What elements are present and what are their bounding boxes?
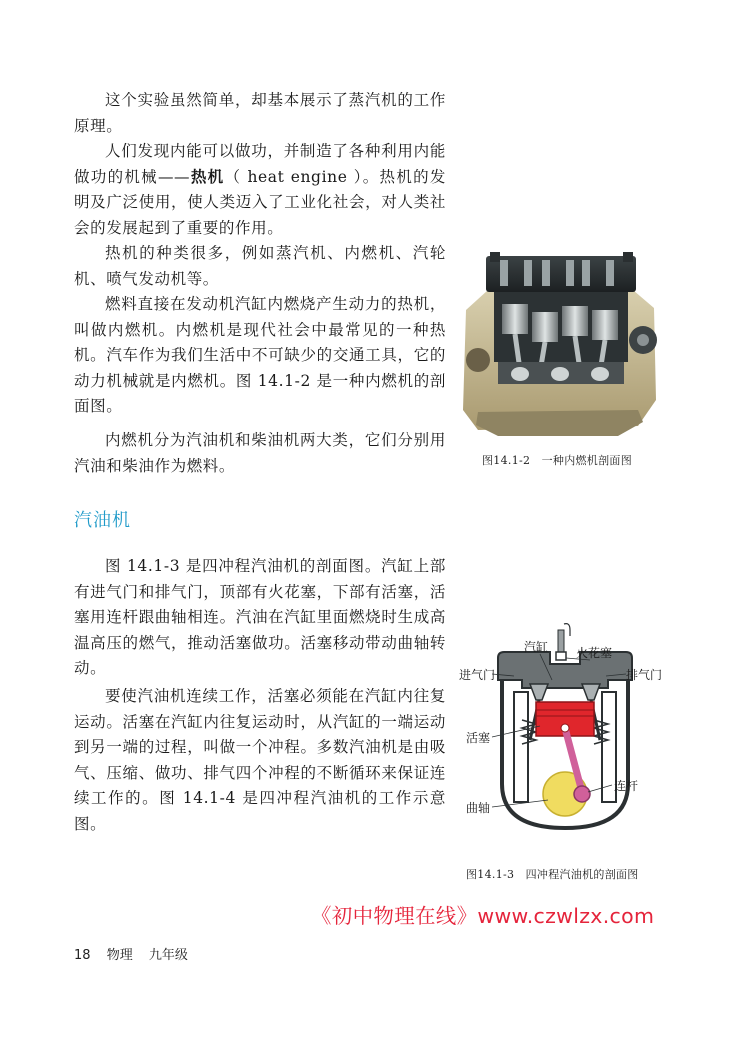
paragraph-4: 燃料直接在发动机汽缸内燃烧产生动力的热机，叫做内燃机。内燃机是现代社会中最常见的一种热机。汽车作为我们生活中不可缺少的交通工具，它的动力机械就是内燃机。图 14.1-2 是一种内燃机的剖面图。	[74, 295, 446, 415]
label-connecting-rod: 连杆	[614, 779, 639, 793]
paragraph-1: 这个实验虽然简单，却基本展示了蒸汽机的工作原理。	[74, 91, 446, 135]
label-spark-plug: 火花塞	[576, 646, 613, 660]
gasoline-figure-caption: 图14.1-3 四冲程汽油机的剖面图	[466, 868, 639, 881]
paragraph-2-start: 人们发现内能可以做功，并制造了各种利用内能做功的机械——	[74, 142, 446, 186]
page-number: 18	[74, 948, 91, 963]
label-cylinder: 汽缸	[524, 640, 549, 654]
section-title: 汽油机	[74, 510, 131, 531]
footer-subject: 物理	[106, 948, 133, 963]
footer-grade: 九年级	[148, 948, 188, 963]
paragraph-6: 图 14.1-3 是四冲程汽油机的剖面图。汽缸上部有进气门和排气门，顶部有火花塞，下部有活塞，活塞用连杆跟曲轴相连。汽油在汽缸里面燃烧时生成高温高压的燃气，推动活塞做功。活塞移动带动曲轴转动。	[74, 557, 446, 677]
paragraph-2-end: （ heat engine ）。热机的发明及广泛使用，使人类迈入了工业化社会，对人类社会的发展起到了重要的作用。	[74, 167, 446, 237]
term-heat-engine: 热机	[190, 167, 225, 186]
paragraph-3: 热机的种类很多，例如蒸汽机、内燃机、汽轮机、喷气发动机等。	[74, 244, 446, 288]
site-watermark: 《初中物理在线》www.czwlzx.com	[311, 904, 655, 928]
label-piston: 活塞	[466, 731, 491, 745]
page-footer	[74, 944, 200, 963]
engine-figure-caption: 图14.1-2 一种内燃机剖面图	[482, 454, 633, 467]
label-exhaust-valve: 排气门	[626, 668, 663, 682]
paragraph-7: 要使汽油机连续工作，活塞必须能在汽缸内往复运动。活塞在汽缸内往复运动时，从汽缸的一端运动到另一端的过程，叫做一个冲程。多数汽油机是由吸气、压缩、做功、排气四个冲程的不断循环来保证连续工作的。图 14.1-4 是四冲程汽油机的工作示意图。	[74, 687, 446, 833]
label-intake-valve: 进气门	[459, 668, 496, 682]
paragraph-5: 内燃机分为汽油机和柴油机两大类，它们分别用汽油和柴油作为燃料。	[74, 431, 446, 475]
label-crankshaft: 曲轴	[466, 801, 491, 815]
